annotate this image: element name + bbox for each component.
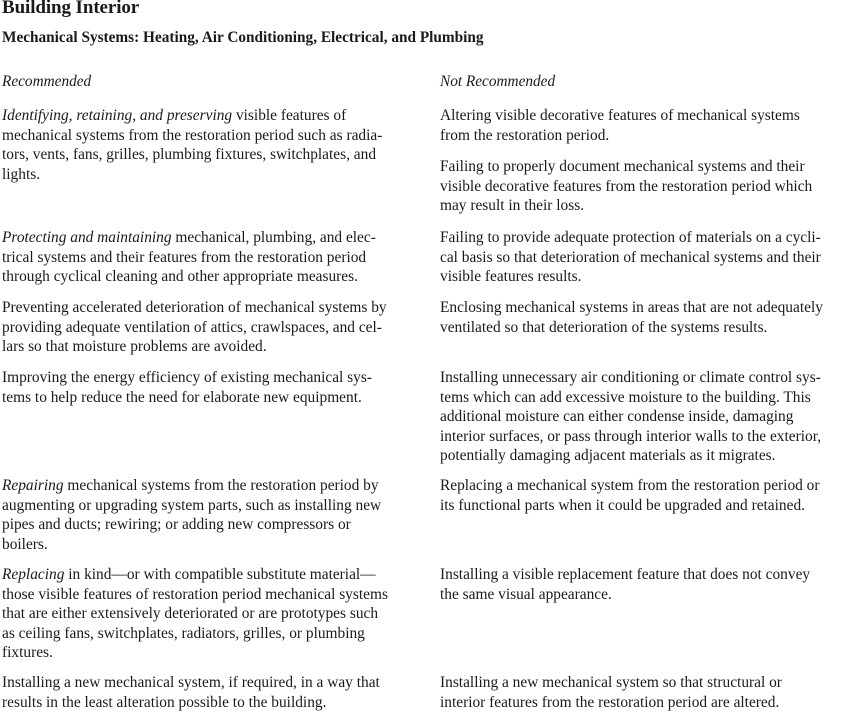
- text-line: Installing a visible replacement feature that does not convey: [440, 566, 811, 583]
- lead-phrase: Protecting and maintaining: [2, 229, 172, 246]
- text-line: Preventing accelerated deterioration of mechanical systems by: [2, 299, 387, 316]
- recommended-item: [2, 298, 387, 357]
- text-fragment: in kind—or with compatible substitute material—: [64, 566, 376, 583]
- text-line: pipes and ducts; rewiring; or adding new compressors or: [2, 516, 351, 534]
- text-line: mechanical systems from the restoration period such as radia-: [2, 126, 383, 144]
- text-fragment: mechanical systems from the restoration period by: [63, 477, 379, 494]
- text-line: [2, 476, 381, 496]
- text-line: Failing to provide adequate protection of materials on a cycli-: [440, 229, 821, 246]
- text-line: tors, vents, fans, grilles, plumbing fixtures, switchplates, and: [2, 146, 377, 164]
- page-title: Building Interior: [2, 0, 140, 18]
- not-recommended-item: [440, 106, 800, 145]
- text-line: that are either extensively deteriorated or are prototypes such: [2, 605, 379, 623]
- text-line: boilers.: [2, 535, 48, 553]
- not-recommended-item: [440, 228, 821, 287]
- recommended-item: [2, 565, 388, 663]
- text-line: cal basis so that deterioration of mechanical systems and their: [440, 248, 821, 266]
- text-line: Failing to properly document mechanical systems and their: [440, 158, 805, 175]
- text-line: those visible features of restoration period mechanical systems: [2, 585, 388, 603]
- text-line: Installing a new mechanical system so that structural or: [440, 674, 782, 691]
- not-recommended-item: [440, 476, 820, 515]
- text-line: from the restoration period.: [440, 126, 610, 144]
- recommended-item: [2, 673, 380, 712]
- recommended-item: [2, 106, 382, 184]
- text-fragment: visible features of: [232, 107, 347, 124]
- lead-phrase: Replacing: [2, 566, 65, 583]
- recommended-column-heading: Recommended: [2, 73, 92, 90]
- not-recommended-item: [440, 673, 782, 712]
- text-line: [2, 565, 388, 585]
- recommended-item: [2, 228, 376, 287]
- text-line: potentially damaging adjacent materials as it migrates.: [440, 447, 776, 465]
- text-line: Improving the energy efficiency of existing mechanical sys-: [2, 369, 372, 386]
- text-line: providing adequate ventilation of attics, crawlspaces, and cel-: [2, 318, 382, 336]
- lead-phrase: Identifying, retaining, and preserving: [2, 107, 233, 124]
- text-line: lars so that moisture problems are avoided.: [2, 338, 267, 356]
- text-line: lights.: [2, 165, 41, 183]
- text-line: visible features results.: [440, 268, 582, 286]
- text-line: [2, 106, 382, 126]
- text-line: trical systems and their features from the restoration period: [2, 248, 367, 266]
- text-line: the same visual appearance.: [440, 585, 612, 603]
- text-line: Installing a new mechanical system, if required, in a way that: [2, 674, 380, 691]
- not-recommended-item: [440, 368, 821, 466]
- section-subtitle: Mechanical Systems: Heating, Air Conditioning, Electrical, and Plumbing: [2, 29, 484, 46]
- recommended-item: [2, 368, 372, 407]
- text-line: augmenting or upgrading system parts, such as installing new: [2, 496, 382, 514]
- text-line: tems to help reduce the need for elaborate new equipment.: [2, 388, 362, 406]
- text-line: interior surfaces, or pass through interior walls to the exterior,: [440, 427, 822, 445]
- not-recommended-item: [440, 565, 810, 604]
- text-line: [2, 228, 376, 248]
- not-recommended-item: [440, 298, 823, 337]
- text-line: tems which can add excessive moisture to the building. This: [440, 388, 811, 406]
- text-line: through cyclical cleaning and other appropriate measures.: [2, 268, 358, 286]
- text-line: Replacing a mechanical system from the restoration period or: [440, 477, 820, 494]
- recommended-item: [2, 476, 381, 554]
- text-line: ventilated so that deterioration of the systems results.: [440, 318, 768, 336]
- text-line: visible decorative features from the restoration period which: [440, 177, 813, 195]
- text-line: its functional parts when it could be upgraded and retained.: [440, 496, 805, 514]
- text-line: Installing unnecessary air conditioning or climate control sys-: [440, 369, 821, 386]
- text-line: interior features from the restoration period are altered.: [440, 693, 780, 711]
- not-recommended-item: [440, 157, 812, 216]
- lead-phrase: Repairing: [2, 477, 64, 494]
- text-line: Altering visible decorative features of mechanical systems: [440, 107, 800, 124]
- text-line: may result in their loss.: [440, 197, 585, 215]
- not-recommended-column-heading: Not Recommended: [440, 73, 556, 90]
- text-line: results in the least alteration possible to the building.: [2, 693, 327, 711]
- text-line: Enclosing mechanical systems in areas that are not adequately: [440, 299, 823, 316]
- text-line: fixtures.: [2, 644, 53, 662]
- text-line: as ceiling fans, switchplates, radiators, grilles, or plumbing: [2, 624, 365, 642]
- text-fragment: mechanical, plumbing, and elec-: [171, 229, 376, 246]
- text-line: additional moisture can either condense inside, damaging: [440, 408, 794, 426]
